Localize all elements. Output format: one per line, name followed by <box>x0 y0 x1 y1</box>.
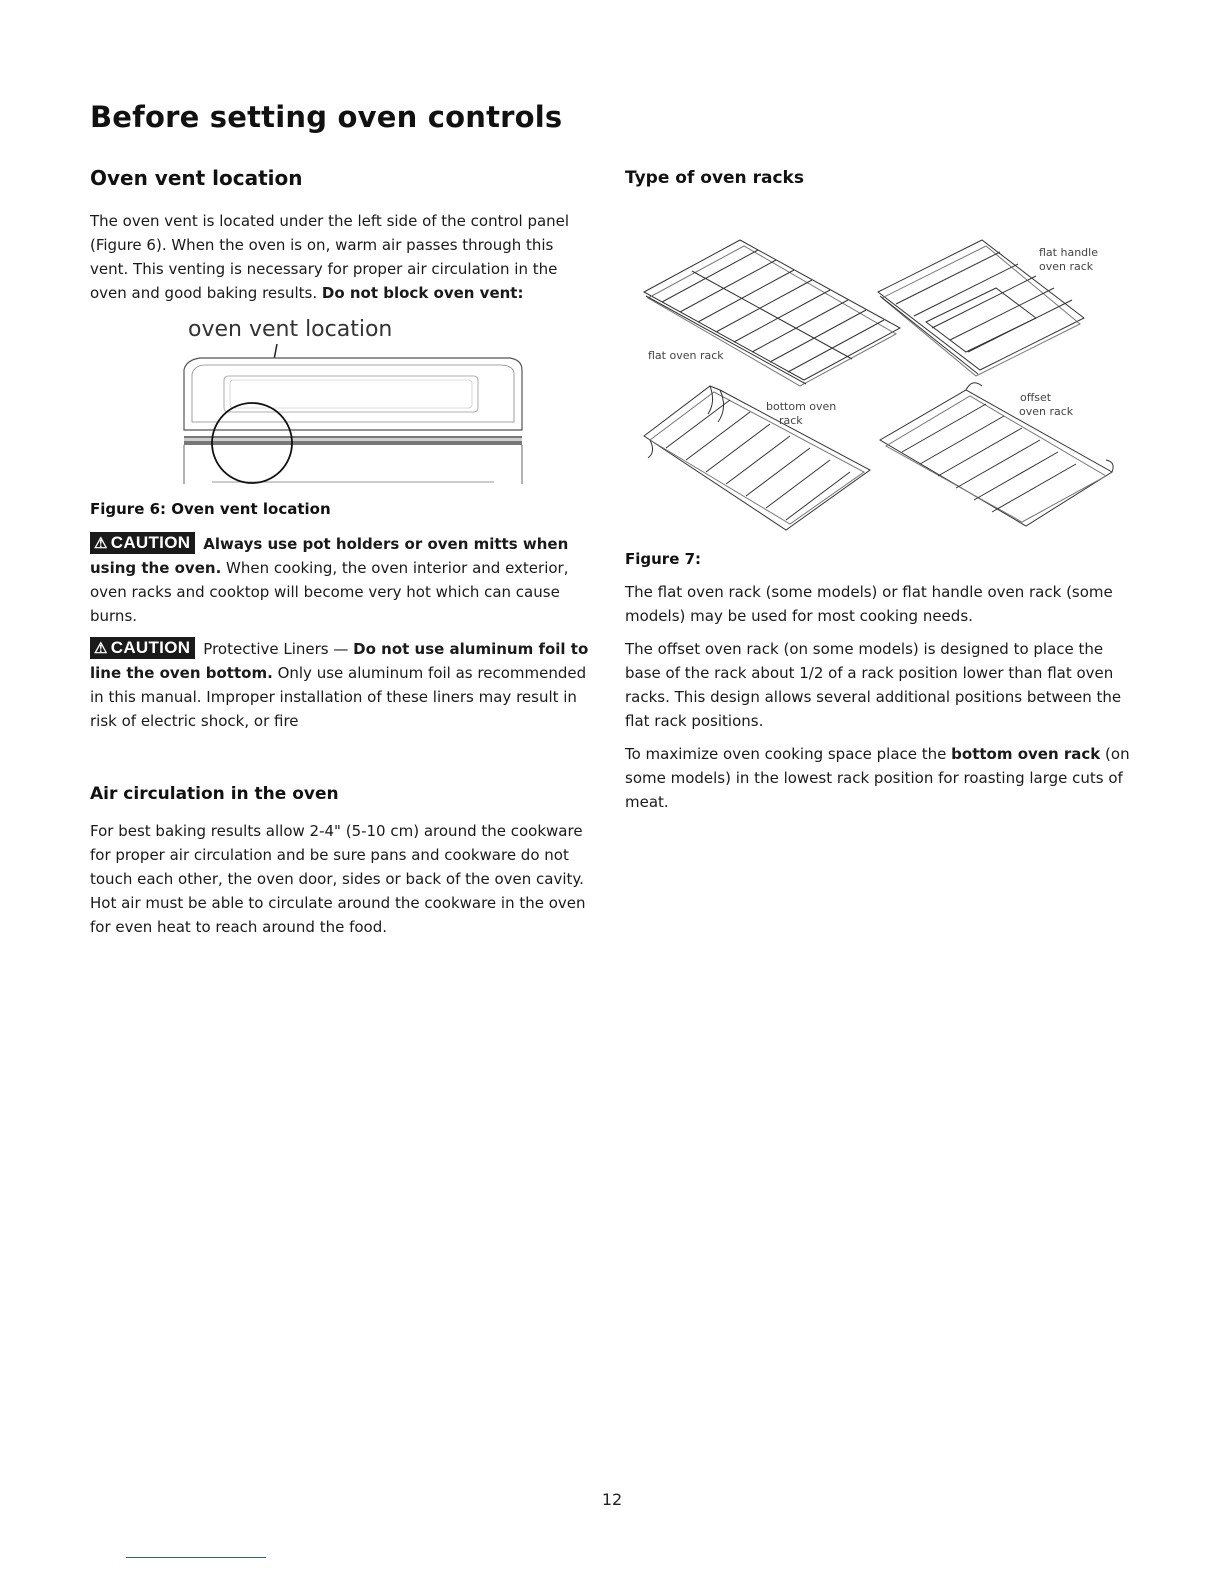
vent-paragraph <box>90 209 590 305</box>
oven-vent-location-label: oven vent location <box>188 317 393 342</box>
page-title: Before setting oven controls <box>90 100 563 134</box>
caution-2 <box>90 637 590 733</box>
oven-control-panel-drawing <box>176 312 536 492</box>
racks-paragraph-2: The offset oven rack (on some models) is designed to place the base of the rack about 1/2 of a rack position lower than flat oven racks. This design allows several additional positions between the flat rack positions. <box>625 640 1122 730</box>
caution-1 <box>90 532 590 628</box>
air-circulation-heading: Air circulation in the oven <box>90 784 339 804</box>
caution-badge <box>90 637 195 659</box>
caution-badge-text: CAUTION <box>110 533 191 552</box>
racks-heading: Type of oven racks <box>625 168 804 188</box>
caution-2-lead: Protective Liners — <box>203 640 349 658</box>
warning-triangle-icon: ⚠ <box>94 640 108 657</box>
vent-paragraph-text: The oven vent is located under the left side of the control panel (Figure 6). When the oven is on, warm air passes through this vent. This venting is necessary for proper air circulation in the oven and good baking results. <box>90 212 570 302</box>
racks-paragraph-3-pre: To maximize oven cooking space place the <box>625 745 947 763</box>
caution-badge <box>90 532 195 554</box>
bottom-rack-label-line-1: bottom oven <box>766 400 837 413</box>
flat-oven-rack-label: flat oven rack <box>648 349 724 362</box>
figure-7-illustration <box>636 226 1126 542</box>
page-number: 12 <box>601 1490 623 1509</box>
caution-1-text: When cooking, the oven interior and exterior, oven racks and cooktop will become very hot which can cause burns. <box>90 559 569 625</box>
offset-oven-rack-drawing <box>880 383 1113 526</box>
racks-paragraph-1: The flat oven rack (some models) or flat handle oven rack (some models) may be used for most cooking needs. <box>625 583 1113 625</box>
racks-paragraph-3-post: (on some models) in the lowest rack position for roasting large cuts of meat. <box>625 745 1130 811</box>
caution-1-bold: Always use pot holders or oven mitts when using the oven. <box>90 535 569 577</box>
footer-divider <box>126 1557 266 1558</box>
oven-racks-drawing <box>636 226 1126 542</box>
vent-heading: Oven vent location <box>90 166 303 190</box>
air-circulation-paragraph: For best baking results allow 2-4" (5-10 cm) around the cookware for proper air circulation and be sure pans and cookware do not touch each other, the oven door, sides or back of the oven cavity. Hot air must be able to circulate around the cookware in the oven for even heat to reach around the food. <box>90 822 586 936</box>
racks-paragraph-3 <box>625 742 1130 814</box>
figure-6-illustration <box>176 312 536 492</box>
offset-rack-label-line-1: offset <box>1020 391 1052 404</box>
racks-paragraph-3-bold: bottom oven rack <box>951 745 1101 763</box>
offset-rack-label-line-2: oven rack <box>1019 405 1074 418</box>
bottom-rack-label-line-2: rack <box>779 414 803 427</box>
figure-7-caption: Figure 7: <box>625 550 702 568</box>
figure-6-caption: Figure 6: Oven vent location <box>90 500 331 518</box>
warning-triangle-icon: ⚠ <box>94 535 108 552</box>
flat-oven-rack-drawing <box>644 240 900 386</box>
flat-handle-label-line-2: oven rack <box>1039 260 1094 273</box>
caution-2-bold: Do not use aluminum foil to line the oven bottom. <box>90 640 589 682</box>
caution-badge-text: CAUTION <box>110 638 191 657</box>
flat-handle-label-line-1: flat handle <box>1039 246 1098 259</box>
vent-paragraph-bold: Do not block oven vent: <box>321 284 524 302</box>
caution-2-text: Only use aluminum foil as recommended in this manual. Improper installation of these liners may result in risk of electric shock, or fire <box>90 664 587 730</box>
